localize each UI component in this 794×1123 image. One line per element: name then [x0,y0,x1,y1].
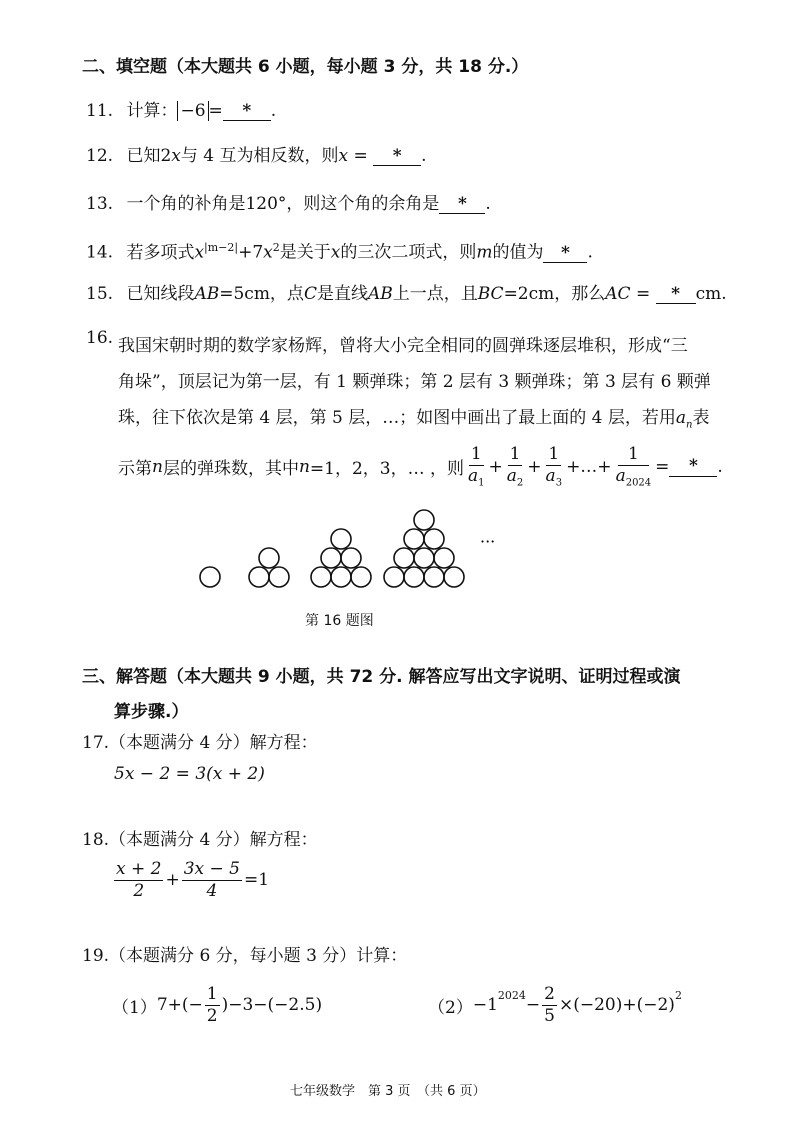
marble [259,548,279,568]
question-number: 14. [86,242,114,263]
marble [394,548,414,568]
marble [249,567,269,587]
marble [404,567,424,587]
section-2-heading: 二、填空题（本大题共 6 小题，每小题 3 分，共 18 分.） [82,57,529,77]
marble [200,567,220,587]
answer-blank: * [439,196,485,214]
marble [444,567,464,587]
fraction: $\frac{1}{a_2}$ [506,444,524,488]
fraction: $\frac{3x - 5}{4}$ [183,859,240,901]
answer-blank: * [669,456,717,477]
marble [331,567,351,587]
ellipsis: ··· [480,532,496,551]
fraction: $\frac{1}{2}$ [206,984,218,1026]
section-3-heading: 三、解答题（本大题共 9 小题，共 72 分. 解答应写出文字说明、证明过程或演 [82,667,681,687]
fraction: $\frac{1}{a_3}$ [545,444,563,488]
question-number: 11. [86,101,114,121]
section-3-heading-cont: 算步骤.） [114,702,189,722]
fraction: $\frac{2}{5}$ [544,984,555,1026]
question-14: 14. 若多项式$x^{|m-2|}+7x^2$是关于x的三次二项式，则m的值为 * . [86,241,593,263]
question-19: 19.（本题满分 6 分，每小题 3 分）计算： [82,946,408,966]
page-footer: 七年级数学 第 3 页 （共 6 页） [290,1084,486,1099]
answer-blank: * [223,103,271,121]
equation-18: $\frac{x + 2}{2}$ + $\frac{3x - 5}{4}$ =1 [116,859,270,901]
question-19-part-2: （2） −1 $^{2024}$ − $\frac{2}{5}$ ×(−20)+(−2) $^2$ [428,984,682,1026]
question-16-body: 我国宋朝时期的数学家杨辉，曾将大小完全相同的圆弹珠逐层堆积，形成“三 角垛”，顶层记为第一层，有 1 颗弹珠；第 2 层有 3 颗弹珠；第 3 层有 6 颗弹 珠，往下依次是第 4 层，第 5 层，…；如图中画出了最上面的 4 层，若用$a_n$表 [118,336,711,431]
fraction: $\frac{1}{a_{2024}}$ [615,444,652,488]
question-number: 18. [82,830,110,850]
question-number: 15. [86,284,114,304]
question-16-number: 16. [86,328,114,348]
question-16-formula: 示第 n 层的弹珠数，其中 n =1，2，3，… ，则 $\frac{1}{a_1}$ + $\frac{1}{a_2}$ + $\frac{1}{a_3}$ +…+ $\frac{1}{a_{2024}}$ = * . [118,444,723,488]
marble [424,567,444,587]
marble [414,548,434,568]
figure-16-caption: 第 16 题图 [305,613,374,629]
fraction: $\frac{1}{a_1}$ [468,444,485,488]
figure-16-marble-stacks [190,490,510,600]
answer-blank: * [373,148,421,166]
marble [321,548,341,568]
question-number: 19. [82,946,110,966]
equation-17: 5x − 2 = 3(x + 2) [114,764,265,784]
question-18: 18.（本题满分 4 分）解方程： [82,830,318,850]
answer-blank: * [543,245,587,263]
marble [404,529,424,549]
absolute-value: −6 [177,101,208,121]
marble [414,510,434,530]
question-13: 13. 一个角的补角是120°，则这个角的余角是 * . [86,194,491,214]
marble [341,548,361,568]
answer-blank: * [656,286,696,304]
question-19-part-1: （1） 7+(− $\frac{1}{2}$ )−3−(−2.5) [112,984,323,1026]
question-11: 11. 计算： −6 = * . [86,101,277,121]
marble [424,529,444,549]
question-17: 17.（本题满分 4 分）解方程： [82,733,318,753]
question-number: 12. [86,146,114,166]
question-12: 12. 已知2x与 4 互为相反数，则x = * . [86,146,427,166]
marble [384,567,404,587]
marble [351,567,371,587]
marble [269,567,289,587]
question-number: 13. [86,194,114,214]
marble [311,567,331,587]
marble [331,529,351,549]
question-number: 17. [82,733,110,753]
fraction: $\frac{x + 2}{2}$ [116,859,162,901]
question-15: 15. 已知线段AB=5cm，点C是直线AB上一点，且BC=2cm，那么AC = * cm. [86,284,727,304]
marble [434,548,454,568]
